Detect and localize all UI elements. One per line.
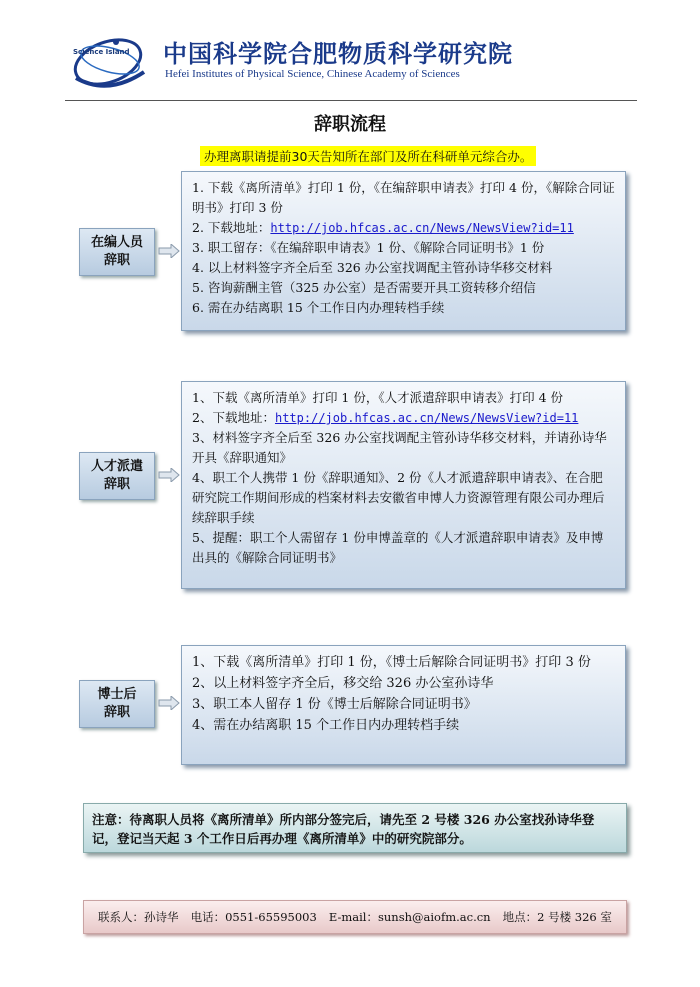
step-item: 3. 职工留存：《在编辞职申请表》1 份、《解除合同证明书》1 份: [192, 240, 545, 255]
download-link[interactable]: http://job.hfcas.ac.cn/News/NewsView?id=11: [270, 221, 574, 235]
label-dispatch-resignation: 人才派遣 辞职: [79, 452, 155, 500]
contact-address: 地点：2 号楼 326 室: [502, 910, 612, 924]
steps-box-postdoc: [181, 645, 626, 765]
institute-name-cn: 中国科学院合肥物质科学研究院: [163, 39, 513, 68]
institute-name-en: Hefei Institutes of Physical Science, Chinese Academy of Sciences: [165, 68, 460, 80]
step-item: 2、以上材料签字齐全后，移交给 326 办公室孙诗华: [192, 676, 494, 691]
contact-person: 联系人：孙诗华: [98, 910, 179, 924]
contact-phone: 电话：0551-65595003: [190, 910, 317, 924]
label-staff-resignation: 在编人员 辞职: [79, 228, 155, 276]
step-item: 4、需在办结离职 15 个工作日内办理转档手续: [192, 718, 460, 733]
label-postdoc-resignation: 博士后 辞职: [79, 680, 155, 728]
step-item: 5、提醒：职工个人需留存 1 份申博盖章的《人才派遣辞职申请表》及申博出具的《解除合同证明书》: [192, 530, 604, 565]
logo-text: Science Island: [73, 48, 130, 56]
step-item: 2. 下载地址：: [192, 220, 271, 235]
step-item: 6. 需在办结离职 15 个工作日内办理转档手续: [192, 300, 445, 315]
arrow-right-icon: [158, 244, 180, 258]
page-header: [65, 22, 637, 101]
notice-highlight: 办理离职请提前30天告知所在部门及所在科研单元综合办。: [200, 146, 536, 166]
step-item: 3、材料签字齐全后至 326 办公室找调配主管孙诗华移交材料，并请孙诗华开具《辞职通知》: [192, 430, 607, 465]
steps-box-dispatch: [181, 381, 626, 589]
step-item: 4、职工个人携带 1 份《辞职通知》、2 份《人才派遣辞职申请表》、在合肥研究院工作期间形成的档案材料去安徽省申博人力资源管理有限公司办理后续辞职手续: [192, 470, 605, 525]
contact-email[interactable]: E-mail：sunsh@aiofm.ac.cn: [328, 910, 491, 924]
page-title: 辞职流程: [314, 114, 386, 135]
step-item: 1. 下载《离所清单》打印 1 份，《在编辞职申请表》打印 4 份，《解除合同证明书》打印 3 份: [192, 180, 615, 215]
arrow-right-icon: [158, 696, 180, 710]
step-item: 3、职工本人留存 1 份《博士后解除合同证明书》: [192, 697, 477, 712]
attention-note: 注意：待离职人员将《离所清单》所内部分签完后，请先至 2 号楼 326 办公室找孙诗华登记，登记当天起 3 个工作日后再办理《离所清单》中的研究院部分。: [83, 803, 627, 853]
contact-footer: [83, 900, 627, 934]
download-link[interactable]: http://job.hfcas.ac.cn/News/NewsView?id=11: [274, 411, 579, 425]
step-item: 1、下载《离所清单》打印 1 份，《人才派遣辞职申请表》打印 4 份: [192, 390, 564, 405]
steps-box-staff: [181, 171, 626, 331]
science-island-logo: [70, 26, 150, 94]
arrow-right-icon: [158, 468, 180, 482]
step-item: 1、下载《离所清单》打印 1 份，《博士后解除合同证明书》打印 3 份: [192, 655, 591, 670]
step-item: 2、下载地址：: [192, 410, 275, 425]
step-item: 5. 咨询薪酬主管（325 办公室）是否需要开具工资转移介绍信: [192, 280, 536, 295]
step-item: 4. 以上材料签字齐全后至 326 办公室找调配主管孙诗华移交材料: [192, 260, 553, 275]
